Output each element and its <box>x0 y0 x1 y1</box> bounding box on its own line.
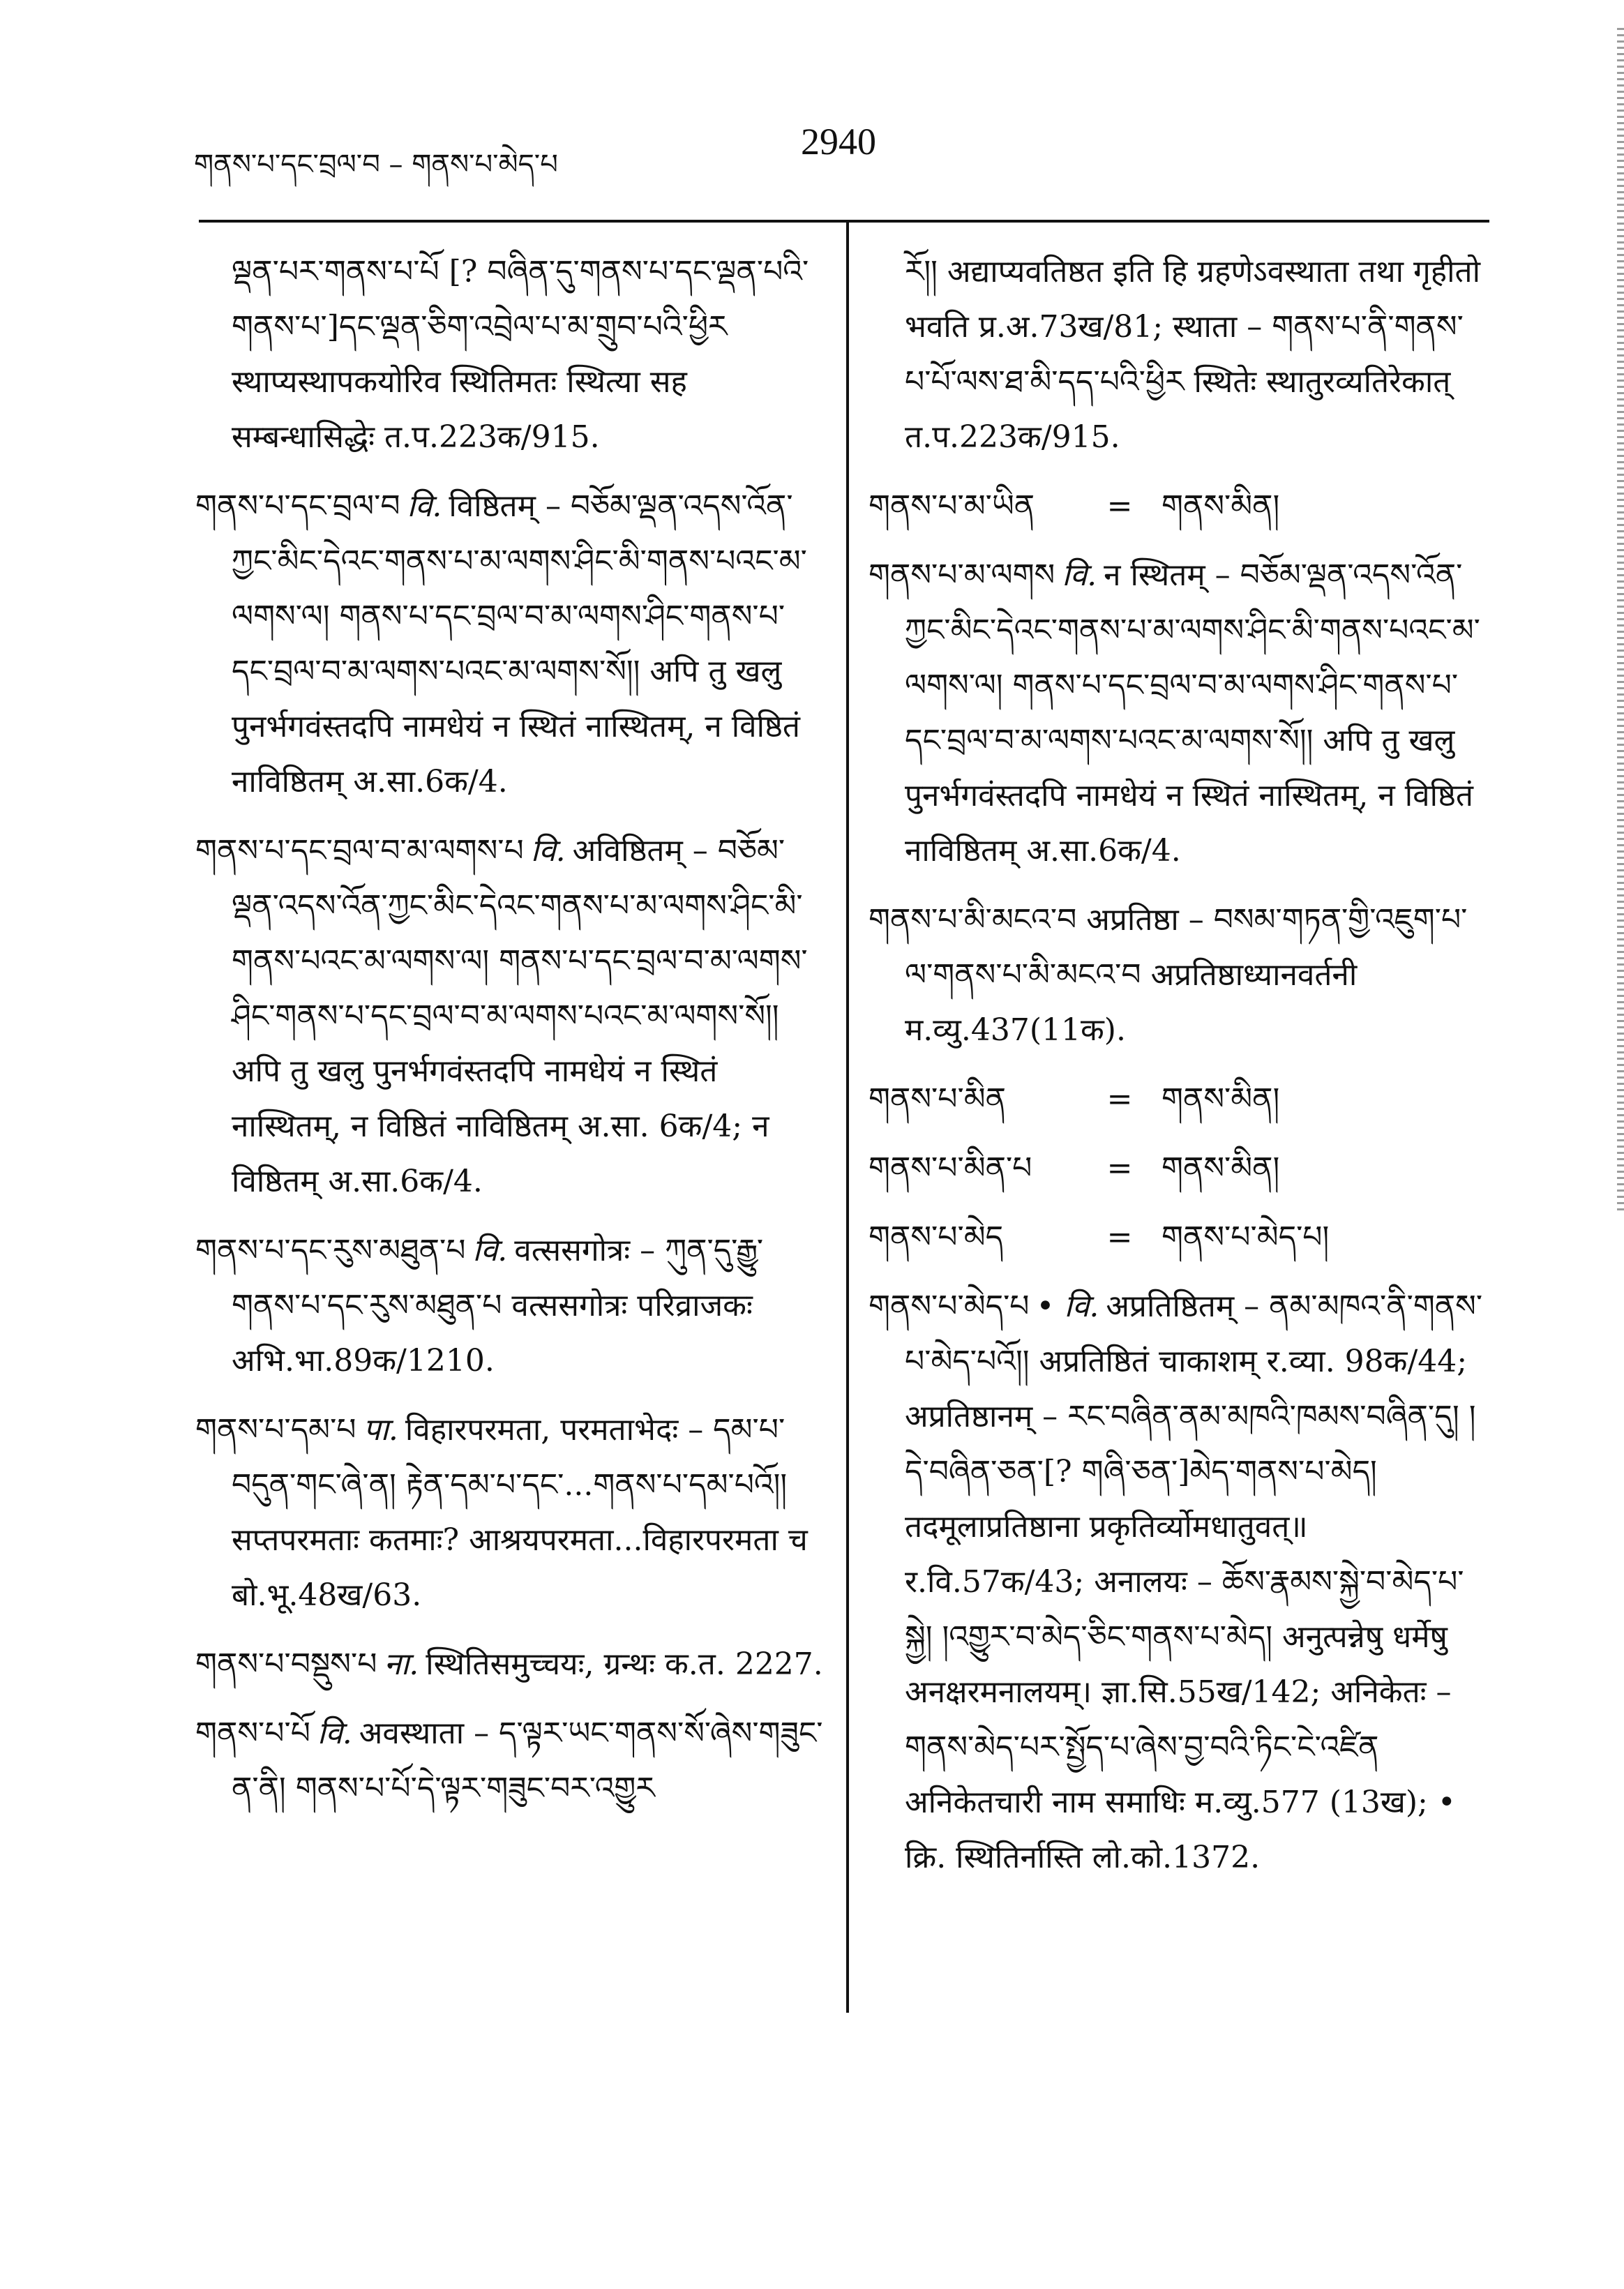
headword: གནས་པ་བསྡུས་པ <box>195 1646 377 1682</box>
xref-target: གནས་མིན། <box>1161 488 1280 524</box>
headword: གནས་པ་དམ་པ <box>195 1412 356 1448</box>
dictionary-entry <box>869 1279 1489 1885</box>
equals-sign: = <box>1106 1081 1133 1117</box>
entry-text: स्थितिसमुच्चयः, ग्रन्थः क.त. 2227. <box>426 1646 823 1682</box>
entry-text: न स्थितम् – བཅོམ་ལྡན་འདས་འོན་ཀྱང་མིང་དེའང་གནས་པ་མ་ལགས་ཤིང་མི་གནས་པའང་མ་ལགས་ལ། གནས་པ་དང་བྲལ་བ་མ་ལགས་ཤིང་གནས་པ་དང་བྲལ་བ་མ་ལགས་པའང་མ་ལགས་སོ།། अपि तु खलु पुनर्भगवंस्तदपि नामधेयं न स्थितं नास्थितम्, न विष्ठितं नाविष्ठितम् अ.सा.6क/4. <box>905 557 1480 869</box>
page-header <box>194 120 1484 181</box>
headword: གནས་པ་མེད་པ <box>869 1289 1030 1324</box>
equals-sign: = <box>1106 488 1133 524</box>
dictionary-entry <box>195 823 823 1209</box>
headword: གནས་པ་པོ <box>195 1716 310 1751</box>
dictionary-entry <box>869 548 1489 878</box>
cross-reference <box>869 479 1489 534</box>
running-head: གནས་པ་དང་བྲལ་བ – གནས་པ་མེད་པ <box>194 149 558 181</box>
dictionary-entry <box>195 1402 823 1623</box>
headword: གནས་པ་མ་ལགས <box>869 557 1055 593</box>
left-column <box>195 244 823 1830</box>
grammar-label: वि. <box>317 1716 352 1751</box>
headword: གནས་པ་དང་བྲལ་བ <box>195 488 400 524</box>
dictionary-entry <box>195 479 823 809</box>
entry-text: अवस्थाता – ད་ལྟར་ཡང་གནས་སོ་ཞེས་གཟུང་ན་ནི། གནས་པ་པོ་དེ་ལྟར་གཟུང་བར་འགྱུར <box>232 1716 823 1806</box>
right-column <box>869 244 1489 1899</box>
grammar-label: वि. <box>530 833 566 869</box>
entry-text: अप्रतिष्ठा – བསམ་གཏན་གྱི་འཇུག་པ་ལ་གནས་པ་མི་མངའ་བ अप्रतिष्ठाध्यानवर्तनी म.व्यु.437(11क). <box>905 902 1468 1048</box>
entry-continuation <box>869 244 1489 465</box>
equals-sign: = <box>1106 1150 1133 1186</box>
headword: གནས་པ་མི་མངའ་བ <box>869 902 1077 938</box>
xref-target: གནས་མིན། <box>1161 1081 1280 1117</box>
entry-text: विष्ठितम् – བཅོམ་ལྡན་འདས་འོན་ཀྱང་མིང་དེའང་གནས་པ་མ་ལགས་ཤིང་མི་གནས་པའང་མ་ལགས་ལ། གནས་པ་དང་བྲལ་བ་མ་ལགས་ཤིང་གནས་པ་དང་བྲལ་བ་མ་ལགས་པའང་མ་ལགས་སོ།། अपि तु खलु पुनर्भगवंस्तदपि नामधेयं न स्थितं नास्थितम्, न विष्ठितं नाविष्ठितम् अ.सा.6क/4. <box>232 488 807 800</box>
headword: གནས་པ་མ་ཡིན <box>869 488 1035 524</box>
equals-sign: = <box>1106 1219 1133 1255</box>
headword: གནས་པ་མེད <box>869 1219 1004 1255</box>
dictionary-entry <box>195 1223 823 1388</box>
entry-continuation <box>195 244 823 465</box>
dictionary-entry <box>195 1706 823 1816</box>
headword: གནས་པ་དང་བྲལ་བ་མ་ལགས་པ <box>195 833 524 869</box>
grammar-label: पा. <box>363 1412 398 1448</box>
dictionary-entry <box>195 1637 823 1692</box>
cross-reference <box>869 1141 1489 1196</box>
page-number: 2940 <box>801 121 876 163</box>
dictionary-entry <box>869 892 1489 1058</box>
scan-edge-artifact <box>1617 28 1624 1214</box>
entry-text: अविष्ठितम् – བཅོམ་ལྡན་འདས་འོན་ཀྱང་མིང་དེའང་གནས་པ་མ་ལགས་ཤིང་མི་གནས་པའང་མ་ལགས་ལ། གནས་པ་དང་བྲལ་བ་མ་ལགས་ཤིང་གནས་པ་དང་བྲལ་བ་མ་ལགས་པའང་མ་ལགས་སོ།། अपि तु खलु पुनर्भगवंस्तदपि नामधेयं न स्थितं नास्थितम्, न विष्ठितं नाविष्ठितम् अ.सा. 6क/4; न विष्ठितम् अ.सा.6क/4. <box>232 833 808 1199</box>
xref-target: གནས་མིན། <box>1161 1150 1280 1186</box>
grammar-label: वि. <box>1062 557 1097 593</box>
headword: གནས་པ་དང་རུས་མཐུན་པ <box>195 1233 466 1268</box>
headword: གནས་པ་མིན <box>869 1081 1006 1117</box>
cross-reference <box>869 1072 1489 1127</box>
entry-text: वत्ससगोत्रः – ཀུན་དུ་རྒྱུ་གནས་པ་དང་རུས་མཐུན་པ वत्ससगोत्रः परिव्राजकः अभि.भा.89क/1210. <box>232 1233 764 1379</box>
grammar-label: • वि. <box>1036 1289 1099 1324</box>
grammar-label: वि. <box>407 488 442 524</box>
column-divider <box>846 220 849 2013</box>
cross-reference <box>869 1210 1489 1265</box>
header-rule <box>199 220 1489 223</box>
grammar-label: वि. <box>472 1233 508 1268</box>
grammar-label: ना. <box>384 1646 419 1682</box>
entry-text: རོ།། अद्याप्यवतिष्ठत इति हि ग्रहणेऽवस्थाता तथा गृहीतो भवति प्र.अ.73ख/81; स्थाता – གནས་པ་ནི་གནས་པ་པོ་ལས་ཐ་མི་དད་པའི་ཕྱིར स्थितेः स्थातुरव्यतिरेकात् त.प.223क/915. <box>905 254 1480 455</box>
entry-text: विहारपरमता, परमताभेदः – དམ་པ་བདུན་གང་ཞེ་ན། རྟེན་དམ་པ་དང་...གནས་པ་དམ་པའོ།། सप्तपरमताः कतमाः? आश्रयपरमता...विहारपरमता च बो.भू.48ख/63. <box>232 1412 808 1613</box>
entry-text: ལྡན་པར་གནས་པ་པོ [? བཞིན་དུ་གནས་པ་དང་ལྡན་པའི་གནས་པ་]དང་ལྡན་ཅིག་འབྲེལ་པ་མ་གྲུབ་པའི་ཕྱིར स्थाप्यस्थापकयोरिव स्थितिमतः स्थित्या सह सम्बन्धासिद्धेः त.प.223क/915. <box>232 254 809 455</box>
entry-text: अप्रतिष्ठितम् – ནམ་མཁའ་ནི་གནས་པ་མེད་པའོ།། अप्रतिष्ठितं चाकाशम् र.व्या. 98क/44; अप्रतिष्ठानम् – རང་བཞིན་ནམ་མཁའི་ཁམས་བཞིན་དུ། །དེ་བཞིན་ཅན་[? གཞི་ཅན་]མེད་གནས་པ་མེད། तदमूलाप्रतिष्ठाना प्रकृतिर्व्योमधातुवत्॥ र.वि.57क/43; अनालयः – ཆོས་རྣམས་སྐྱེ་བ་མེད་པ་སྐྱེ། །འགྱུར་བ་མེད་ཅིང་གནས་པ་མེད། अनुत्पन्नेषु धर्मेषु अनक्षरमनालयम्। ज्ञा.सि.55ख/142; अनिकेतः – གནས་མེད་པར་སྤྱོད་པ་ཞེས་བྱ་བའི་ཏིང་ངེ་འཛིན अनिकेतचारी नाम समाधिः म.व्यु.577 (13ख); • क्रि. स्थितिर्नास्ति लो.को.1372. <box>905 1289 1483 1875</box>
xref-target: གནས་པ་མེད་པ། <box>1161 1219 1330 1255</box>
headword: གནས་པ་མིན་པ <box>869 1150 1032 1186</box>
